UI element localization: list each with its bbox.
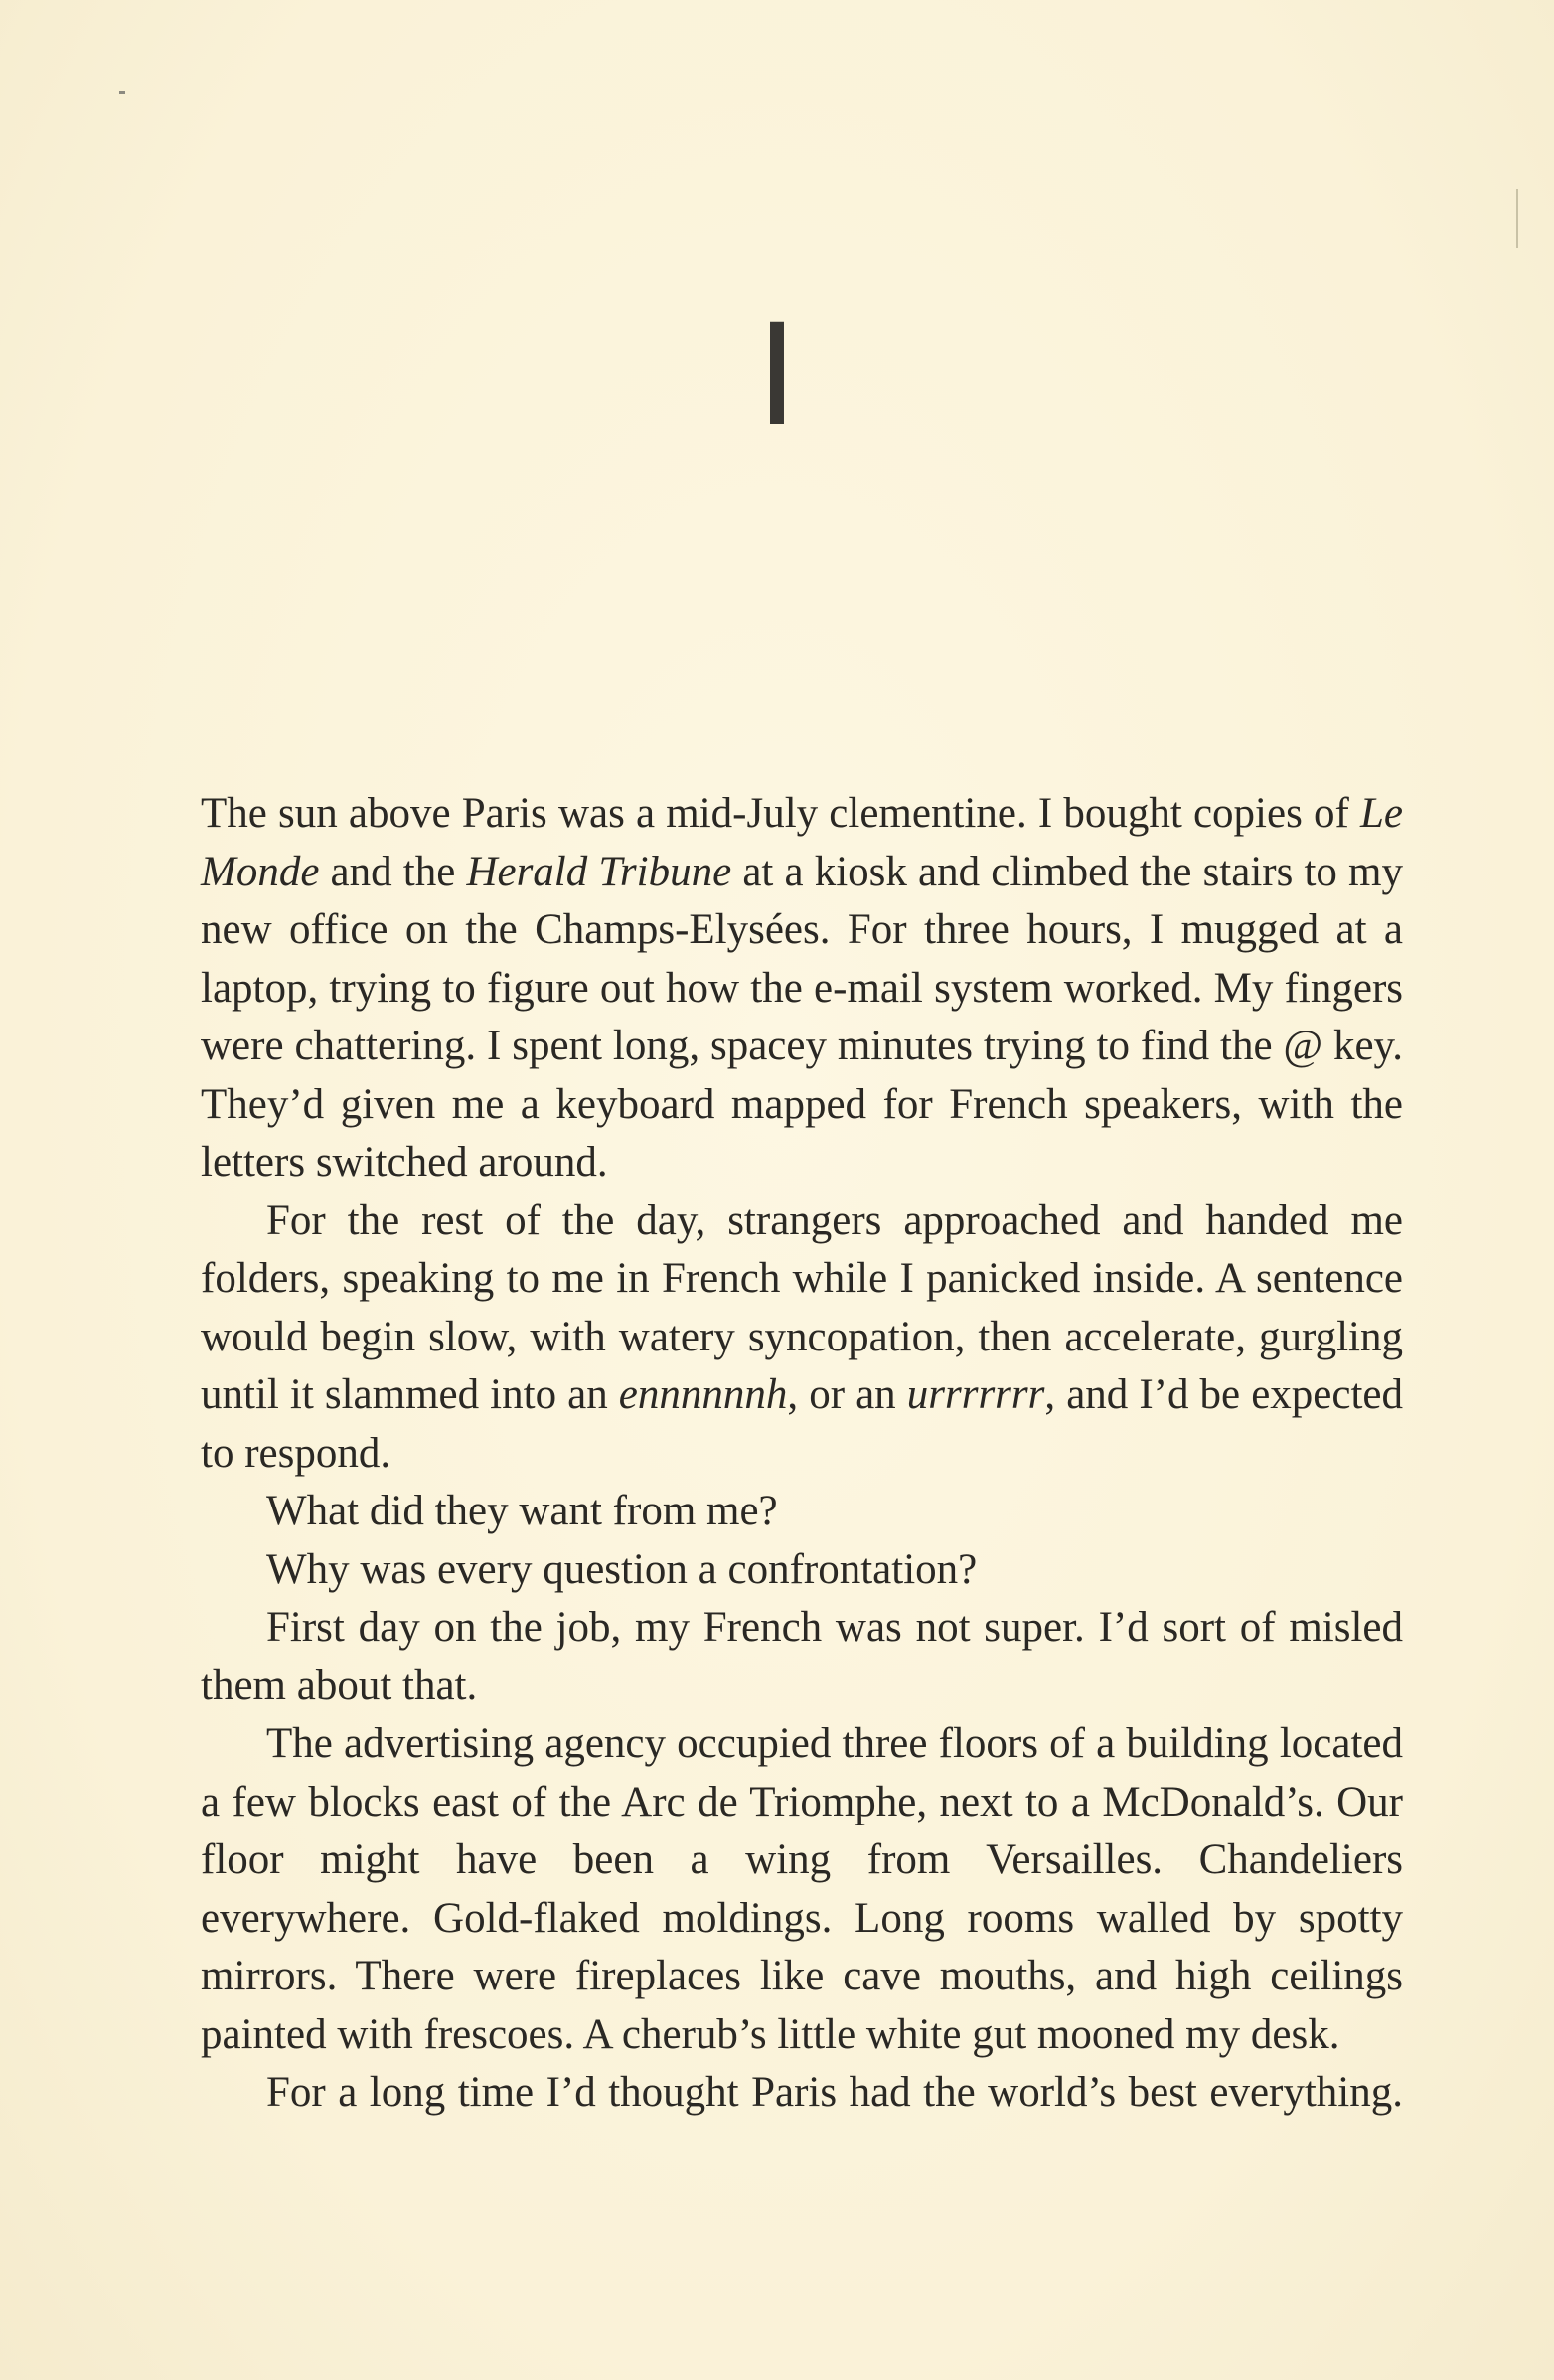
chapter-number: I bbox=[756, 289, 798, 456]
paragraph-6: The advertising agency occupied three floors of a building located a few blocks east of the Arc de Triomphe, next to a McDonald’s. Our floor might have been a wing from Versailles. Chandeliers everywhere. Gold-flaked moldings. Long rooms walled by spotty mirrors. There were fireplaces like cave mouths, and high ceilings painted with frescoes. A cherub’s little white gut mooned my desk. bbox=[201, 1720, 1403, 2058]
paragraph-4: Why was every question a confrontation? bbox=[266, 1545, 978, 1593]
italic-sound-1: ennnnnnh bbox=[618, 1371, 788, 1418]
newspaper-title-herald-tribune: Herald Tribune bbox=[466, 848, 732, 895]
paragraph-3: What did they want from me? bbox=[266, 1488, 778, 1534]
paragraph-7: For a long time I’d thought Paris had the world’s best everything. bbox=[266, 2069, 1403, 2116]
page-speck bbox=[1516, 189, 1518, 248]
italic-sound-2: urrrrrrr bbox=[906, 1371, 1045, 1418]
page-speck bbox=[119, 91, 125, 94]
paragraph-2: For the rest of the day, strangers approached and handed me folders, speaking to me in French while I panicked inside. A sentence would begin slow, with watery syncopation, then accelerate, gurgling until it slammed into an ennnnnnh, or an urrrrrrr, and I’d be expected to respond. bbox=[201, 1196, 1403, 1477]
paragraph-1: The sun above Paris was a mid-July clementine. I bought copies of Le Monde and the Herald Tribune at a kiosk and climbed the stairs to my new office on the Champs-Elysées. For three hours, I mugged at a laptop, trying to figure out how the e-mail system worked. My fingers were chattering. I spent long, spacey minutes trying to find the @ key. They’d given me a keyboard mapped for French speakers, with the letters switched around. bbox=[201, 790, 1403, 1186]
newspaper-title-le-monde: Le Monde bbox=[201, 790, 1403, 895]
body-text bbox=[201, 785, 1403, 2123]
paragraph-5: First day on the job, my French was not super. I’d sort of misled them about that. bbox=[201, 1604, 1403, 1709]
